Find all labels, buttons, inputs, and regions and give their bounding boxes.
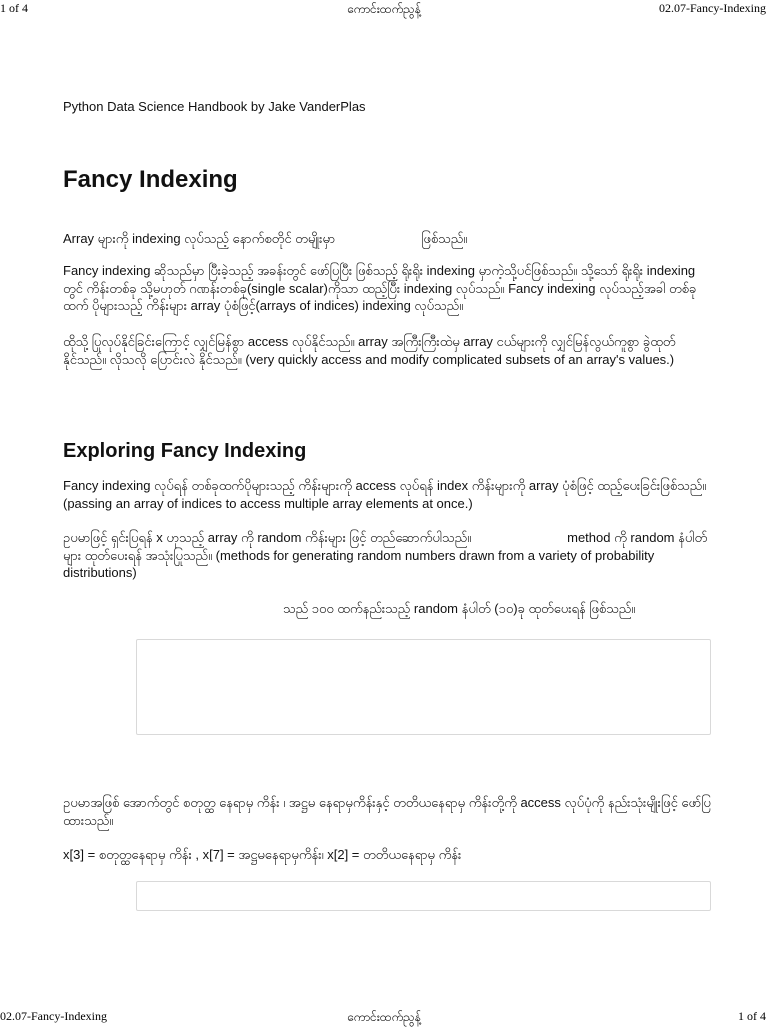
section-heading: Exploring Fancy Indexing [63,440,307,462]
section-p2-text: ဥပမာဖြင့် ရှင်းပြရန် x ဟုသည့် array ကို random ကိန်းများ ဖြင့် တည်ဆောက်ပါသည်။ [63,530,472,545]
code-cell-2 [136,881,711,911]
footer-document-title: 02.07-Fancy-Indexing [0,1009,107,1023]
print-header [0,0,768,16]
code-cell-1 [136,639,711,735]
page-counter: 1 of 4 [0,1,28,15]
document-body [63,98,713,862]
section-p2-end: method ကို random နံပါတ်များ ထုတ်ပေးရန် အသုံးပြုသည်။ (methods for generating random numbers drawn from a variety of probability distributions) [63,530,708,580]
page-title: Fancy Indexing [63,166,238,193]
footer-page-counter: 1 of 4 [738,1009,766,1023]
print-footer [0,1008,768,1024]
intro-paragraph-1 [63,230,713,248]
footer-author: ကောင်းထက်ညွန့် [346,1010,422,1024]
section-paragraph-3: သည် ၁၀၀ ထက်နည်းသည့် random နံပါတ် (၁၀)ခု ထုတ်ပေးရန် ဖြစ်သည်။ [283,601,636,616]
section-paragraph-2 [63,529,713,582]
byline: Python Data Science Handbook by Jake VanderPlas [63,99,366,114]
intro-paragraph-2: Fancy indexing ဆိုသည်မှာ ပြီးခဲ့သည့် အခန်းတွင် ဖော်ပြပြီး ဖြစ်သည့် ရိုးရိုး indexing မှာကဲ့သို့ပင်ဖြစ်သည်။ သို့သော် ရိုးရိုး indexing တွင် ကိန်းတစ်ခု သို့မဟုတ် ဂဏန်းတစ်ခု(single scalar)ကိုသာ ထည့်ပြီး indexing လုပ်သည်။ Fancy indexing လုပ်သည့်အခါ တစ်ခုထက် ပိုများသည့် ကိန်းများ array ပုံစံဖြင့်(arrays of indices) indexing လုပ်သည်။ [63,263,697,313]
intro-p1-text: Array များကို indexing လုပ်သည့် နောက်စတိုင် တမျိုးမှာ [63,231,336,246]
intro-p1-end: ဖြစ်သည်။ [421,231,468,246]
section-paragraph-1: Fancy indexing လုပ်ရန် တစ်ခုထက်ပိုများသည့် ကိန်းများကို access လုပ်ရန် index ကိန်းများကို array ပုံစံဖြင့် ထည့်ပေးခြင်းဖြစ်သည်။ (passing an array of indices to access multiple array elements at once.) [63,478,707,511]
section-paragraph-4: ဥပမာအဖြစ် အောက်တွင် စတုတ္ထ နေရာမှ ကိန်း ၊ အဋ္ဌမ နေရာမှကိန်းနှင့် တတိယနေရာမှ ကိန်းတို့ကို access လုပ်ပုံကို နည်းသုံးမျိုးဖြင့် ဖော်ပြထားသည်။ [63,795,711,828]
section-paragraph-5: x[3] = စတုတ္ထနေရာမှ ကိန်း , x[7] = အဋ္ဌမနေရာမှကိန်း၊ x[2] = တတိယနေရာမှ ကိန်း [63,847,462,862]
print-document-title: 02.07-Fancy-Indexing [659,1,766,15]
intro-paragraph-3: ထိုသို့ ပြုလုပ်နိုင်ခြင်းကြောင့် လျှင်မြန်စွာ access လုပ်နိုင်သည်။ array အကြီးကြီးထဲမှ array ငယ်များကို လျှင်မြန်လွယ်ကူစွာ ခွဲထုတ်နိုင်သည်။ လိုသလို ပြောင်းလဲ နိုင်သည်။ (very quickly access and modify complicated subsets of an array's values.) [63,334,676,367]
print-author: ကောင်းထက်ညွန့် [346,2,422,16]
